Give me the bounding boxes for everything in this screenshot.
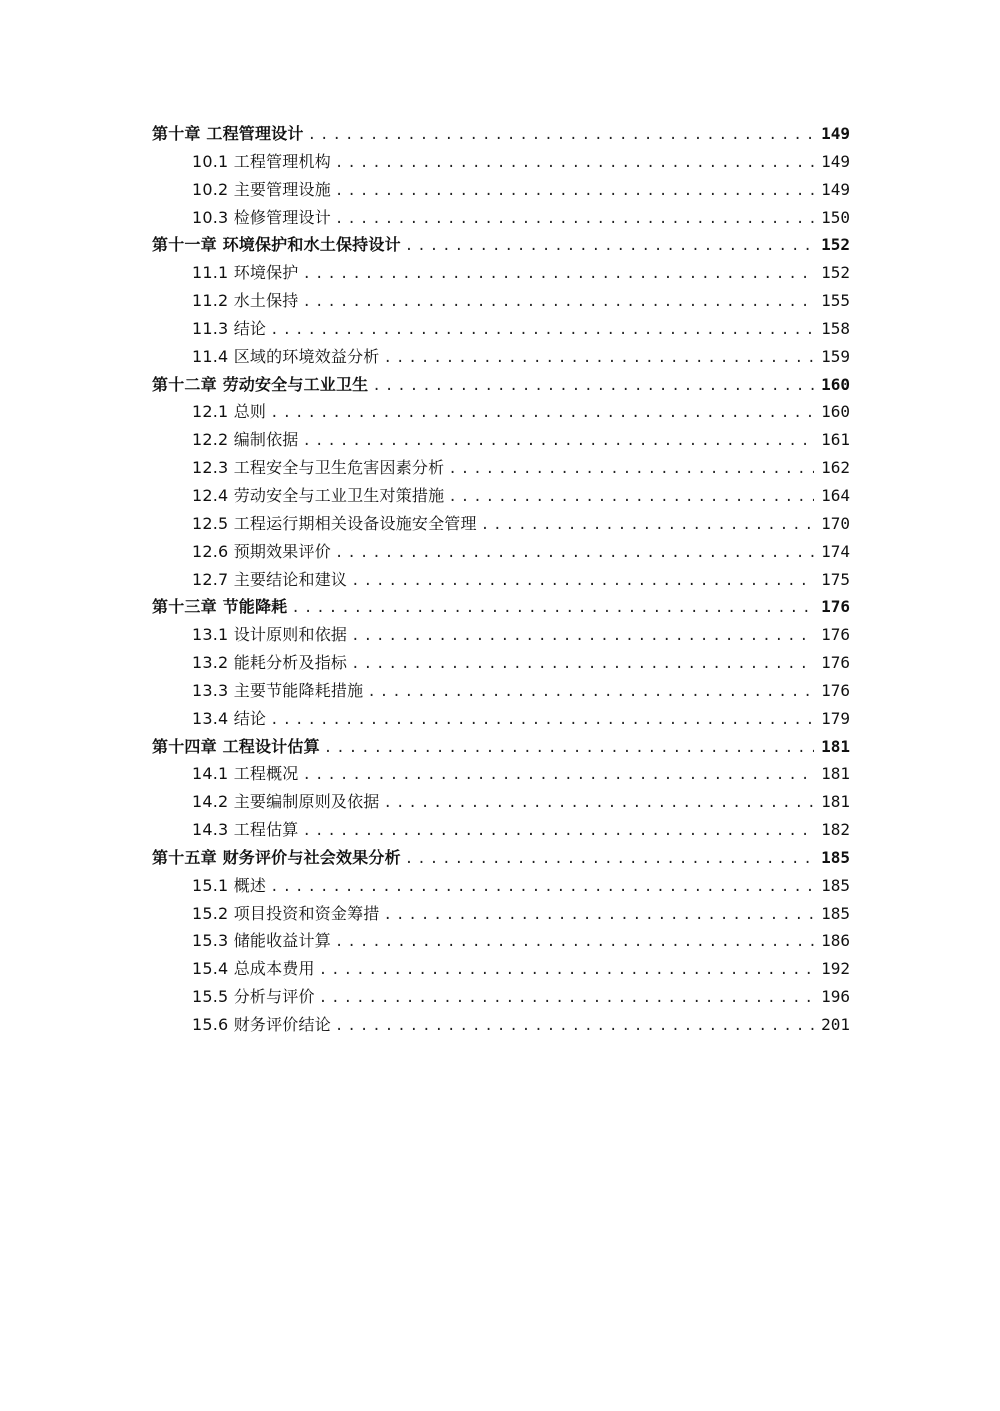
toc-entry-page-number: 149 <box>821 124 850 143</box>
toc-section-entry[interactable] <box>152 760 850 788</box>
toc-chapter-entry[interactable] <box>152 120 850 148</box>
toc-entry-page-number: 160 <box>821 374 850 394</box>
toc-entry-page-number: 155 <box>821 291 850 311</box>
dot-leader <box>270 317 814 345</box>
dot-leader <box>351 568 814 596</box>
toc-section-entry[interactable] <box>152 510 850 538</box>
toc-entry-page-number: 152 <box>821 235 850 255</box>
dot-leader <box>303 289 814 317</box>
toc-entry-label: 12.5 工程运行期相关设备设施安全管理 <box>192 513 477 533</box>
toc-entry-page-number: 185 <box>821 903 850 923</box>
dot-leader <box>481 512 814 540</box>
toc-entry-page-number: 164 <box>821 485 850 505</box>
dot-leader <box>291 595 814 623</box>
toc-section-entry[interactable] <box>152 426 850 454</box>
toc-entry-page-number: 185 <box>821 875 850 895</box>
dot-leader <box>384 790 814 818</box>
toc-section-entry[interactable] <box>152 1011 850 1039</box>
toc-entry-page-number: 160 <box>821 402 850 422</box>
dot-leader <box>335 1013 814 1041</box>
toc-entry-page-number: 176 <box>821 625 850 645</box>
toc-entry-page-number: 192 <box>821 959 850 979</box>
toc-entry-label: 第十四章 工程设计估算 <box>152 736 320 756</box>
toc-entry-page-number: 170 <box>821 513 850 533</box>
toc-entry-page-number: 161 <box>821 430 850 450</box>
toc-entry-label: 15.4 总成本费用 <box>192 959 315 979</box>
toc-entry-page-number: 149 <box>821 151 850 171</box>
toc-entry-label: 14.1 工程概况 <box>192 764 299 784</box>
toc-entry-label: 10.3 检修管理设计 <box>192 207 331 227</box>
toc-entry-label: 12.6 预期效果评价 <box>192 541 331 561</box>
toc-entry-page-number: 181 <box>821 764 850 784</box>
dot-leader <box>351 651 814 679</box>
toc-entry-label: 12.3 工程安全与卫生危害因素分析 <box>192 458 445 478</box>
toc-entry-label: 第十五章 财务评价与社会效果分析 <box>152 847 401 867</box>
dot-leader <box>335 206 814 234</box>
toc-section-entry[interactable] <box>152 983 850 1011</box>
toc-entry-label: 15.1 概述 <box>192 875 267 895</box>
dot-leader <box>384 902 814 930</box>
toc-entry-label: 第十三章 节能降耗 <box>152 597 288 617</box>
dot-leader <box>335 178 814 206</box>
dot-leader <box>324 735 814 763</box>
toc-section-entry[interactable] <box>152 816 850 844</box>
dot-leader <box>308 122 814 150</box>
toc-entry-label: 13.2 能耗分析及指标 <box>192 653 348 673</box>
toc-entry-page-number: 150 <box>821 207 850 227</box>
toc-section-entry[interactable] <box>152 482 850 510</box>
toc-entry-page-number: 176 <box>821 680 850 700</box>
dot-leader <box>270 400 814 428</box>
toc-entry-label: 12.7 主要结论和建议 <box>192 569 348 589</box>
toc-entry-label: 11.3 结论 <box>192 318 267 338</box>
toc-entry-page-number: 174 <box>821 541 850 561</box>
toc-section-entry[interactable] <box>152 677 850 705</box>
toc-chapter-entry[interactable] <box>152 733 850 761</box>
toc-entry-page-number: 185 <box>821 847 850 867</box>
dot-leader <box>335 150 814 178</box>
toc-section-entry[interactable] <box>152 788 850 816</box>
toc-section-entry[interactable] <box>152 538 850 566</box>
dot-leader <box>448 456 814 484</box>
toc-section-entry[interactable] <box>152 315 850 343</box>
table-of-contents <box>152 120 850 1039</box>
toc-entry-label: 10.2 主要管理设施 <box>192 179 331 199</box>
toc-section-entry[interactable] <box>152 287 850 315</box>
toc-section-entry[interactable] <box>152 927 850 955</box>
toc-entry-label: 11.2 水土保持 <box>192 291 299 311</box>
toc-entry-label: 12.1 总则 <box>192 402 267 422</box>
toc-entry-label: 13.3 主要节能降耗措施 <box>192 680 364 700</box>
dot-leader <box>372 373 814 401</box>
toc-entry-page-number: 152 <box>821 263 850 283</box>
toc-entry-page-number: 162 <box>821 458 850 478</box>
toc-entry-label: 12.4 劳动安全与工业卫生对策措施 <box>192 485 445 505</box>
dot-leader <box>319 957 814 985</box>
toc-entry-page-number: 179 <box>821 708 850 728</box>
toc-section-entry[interactable] <box>152 204 850 232</box>
dot-leader <box>405 846 814 874</box>
toc-entry-page-number: 181 <box>821 792 850 812</box>
dot-leader <box>303 818 814 846</box>
dot-leader <box>303 762 814 790</box>
dot-leader <box>384 345 814 373</box>
toc-entry-label: 10.1 工程管理机构 <box>192 151 331 171</box>
toc-chapter-entry[interactable] <box>152 231 850 259</box>
toc-section-entry[interactable] <box>152 649 850 677</box>
toc-chapter-entry[interactable] <box>152 371 850 399</box>
toc-section-entry[interactable] <box>152 705 850 733</box>
toc-section-entry[interactable] <box>152 176 850 204</box>
toc-entry-label: 11.1 环境保护 <box>192 263 299 283</box>
toc-entry-page-number: 176 <box>821 597 850 617</box>
toc-section-entry[interactable] <box>152 900 850 928</box>
toc-section-entry[interactable] <box>152 259 850 287</box>
toc-entry-label: 第十章 工程管理设计 <box>152 124 304 143</box>
dot-leader <box>303 428 814 456</box>
toc-entry-label: 14.2 主要编制原则及依据 <box>192 792 380 812</box>
dot-leader <box>367 679 814 707</box>
toc-entry-page-number: 201 <box>821 1015 850 1034</box>
toc-entry-page-number: 149 <box>821 179 850 199</box>
dot-leader <box>319 985 814 1013</box>
toc-section-entry[interactable] <box>152 872 850 900</box>
toc-section-entry[interactable] <box>152 398 850 426</box>
toc-entry-label: 15.2 项目投资和资金筹措 <box>192 903 380 923</box>
toc-chapter-entry[interactable] <box>152 593 850 621</box>
dot-leader <box>405 233 814 261</box>
dot-leader <box>448 484 814 512</box>
toc-entry-page-number: 176 <box>821 653 850 673</box>
dot-leader <box>335 929 814 957</box>
toc-entry-label: 14.3 工程估算 <box>192 820 299 840</box>
toc-section-entry[interactable] <box>152 148 850 176</box>
toc-entry-page-number: 158 <box>821 318 850 338</box>
toc-entry-label: 15.5 分析与评价 <box>192 987 315 1007</box>
dot-leader <box>351 623 814 651</box>
toc-entry-label: 第十二章 劳动安全与工业卫生 <box>152 374 369 394</box>
dot-leader <box>270 707 814 735</box>
toc-chapter-entry[interactable] <box>152 844 850 872</box>
toc-section-entry[interactable] <box>152 621 850 649</box>
dot-leader <box>335 540 814 568</box>
toc-entry-page-number: 186 <box>821 931 850 951</box>
toc-entry-page-number: 196 <box>821 987 850 1007</box>
toc-entry-page-number: 181 <box>821 736 850 756</box>
toc-entry-page-number: 175 <box>821 569 850 589</box>
toc-section-entry[interactable] <box>152 343 850 371</box>
toc-entry-page-number: 159 <box>821 346 850 366</box>
toc-entry-label: 12.2 编制依据 <box>192 430 299 450</box>
toc-section-entry[interactable] <box>152 955 850 983</box>
toc-entry-label: 第十一章 环境保护和水土保持设计 <box>152 235 401 255</box>
toc-entry-label: 11.4 区域的环境效益分析 <box>192 346 380 366</box>
toc-entry-page-number: 182 <box>821 820 850 840</box>
toc-section-entry[interactable] <box>152 566 850 594</box>
toc-entry-label: 13.1 设计原则和依据 <box>192 625 348 645</box>
toc-entry-label: 15.3 储能收益计算 <box>192 931 331 951</box>
dot-leader <box>303 261 814 289</box>
toc-entry-label: 15.6 财务评价结论 <box>192 1015 331 1034</box>
dot-leader <box>270 874 814 902</box>
toc-section-entry[interactable] <box>152 454 850 482</box>
toc-entry-label: 13.4 结论 <box>192 708 267 728</box>
